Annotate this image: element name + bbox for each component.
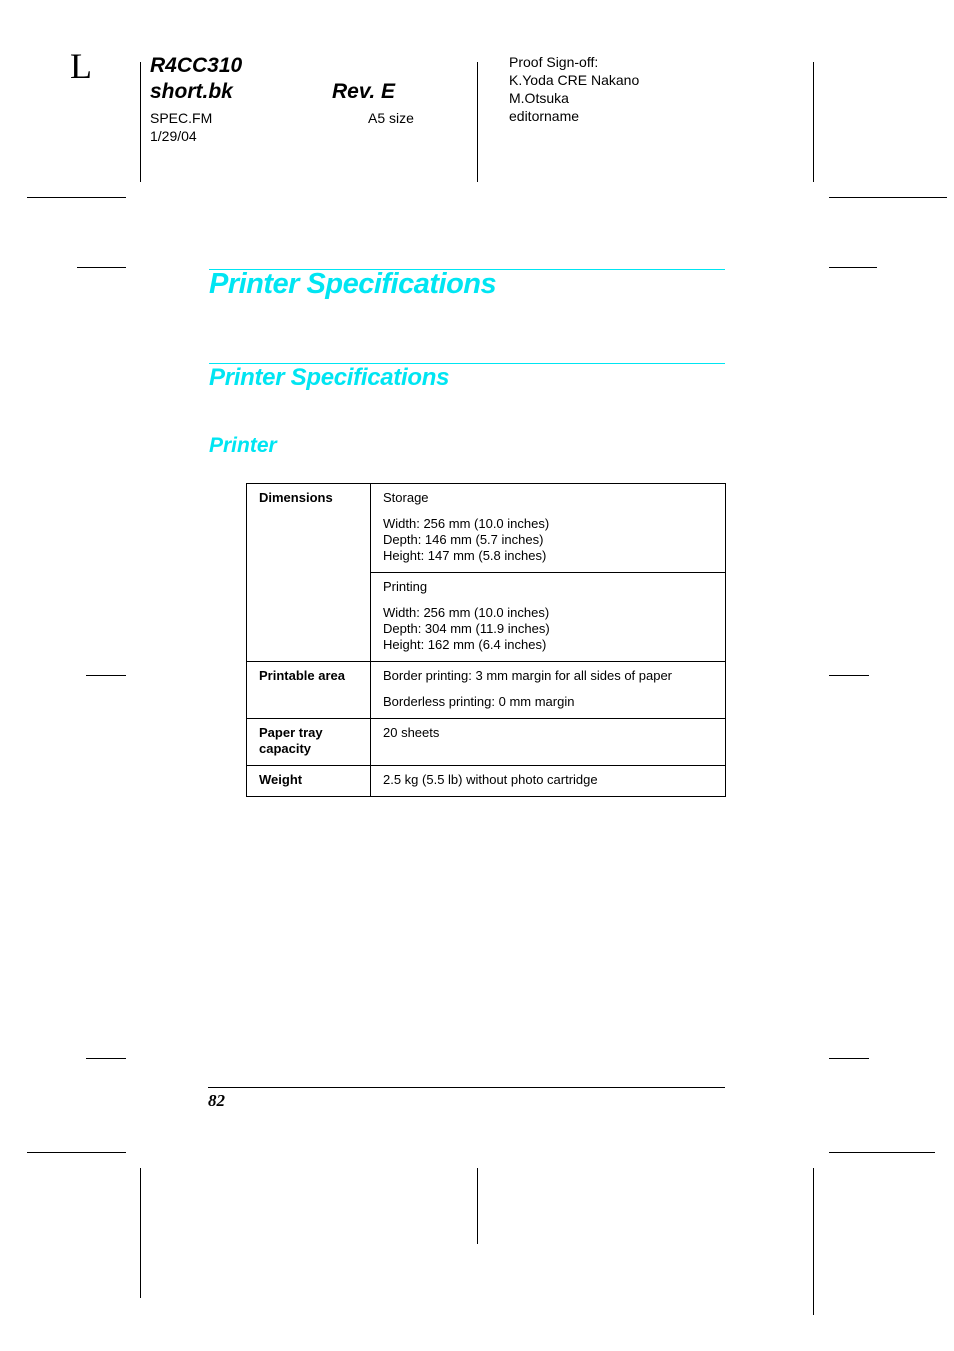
crop-mark — [477, 62, 478, 182]
crop-mark — [86, 1058, 126, 1059]
weight-cell: 2.5 kg (5.5 lb) without photo cartridge — [371, 766, 726, 797]
proof-line: editorname — [509, 108, 580, 124]
crop-mark — [27, 1152, 126, 1153]
file-name: SPEC.FM — [150, 110, 213, 126]
page-number: 82 — [208, 1091, 225, 1110]
row-label-weight: Weight — [247, 766, 371, 797]
crop-mark — [477, 1168, 478, 1244]
crop-mark — [27, 197, 126, 198]
printer-spec-table — [246, 483, 726, 797]
page-side-letter: L — [70, 46, 92, 86]
product-code: R4CC310 — [150, 54, 243, 77]
book-name: short.bk — [150, 80, 233, 103]
crop-mark — [813, 62, 814, 182]
proof-signoff — [509, 53, 639, 125]
table-row — [247, 719, 726, 766]
crop-mark — [829, 1152, 935, 1153]
table-row — [247, 766, 726, 797]
subsection-title: Printer — [209, 434, 277, 457]
section-title: Printer Specifications — [209, 364, 450, 391]
crop-mark — [829, 675, 869, 676]
border-printing: Border printing: 3 mm margin for all sides of paper — [383, 668, 673, 683]
crop-mark — [86, 675, 126, 676]
printing-dimensions-cell — [371, 573, 726, 662]
revision: Rev. E — [332, 80, 396, 103]
printing-width: Width: 256 mm (10.0 inches) — [383, 605, 550, 620]
proof-label: Proof Sign-off: — [509, 54, 599, 70]
crop-mark — [829, 267, 877, 268]
table-row — [247, 484, 726, 573]
printing-title: Printing — [383, 579, 428, 594]
paper-tray-label-line: capacity — [259, 741, 312, 756]
crop-mark — [140, 62, 141, 182]
proof-line: M.Otsuka — [509, 90, 569, 106]
proof-line: K.Yoda CRE Nakano — [509, 72, 640, 88]
paper-tray-cell: 20 sheets — [371, 719, 726, 766]
borderless-printing: Borderless printing: 0 mm margin — [383, 694, 575, 709]
storage-dimensions-cell — [371, 484, 726, 573]
table-row — [247, 662, 726, 719]
crop-mark — [140, 1168, 141, 1298]
crop-mark — [813, 1168, 814, 1315]
crop-mark — [77, 267, 126, 268]
row-label-printable-area: Printable area — [247, 662, 371, 719]
file-date: 1/29/04 — [150, 128, 197, 144]
storage-title: Storage — [383, 490, 429, 505]
printable-area-cell — [371, 662, 726, 719]
crop-mark — [829, 197, 947, 198]
storage-width: Width: 256 mm (10.0 inches) — [383, 516, 550, 531]
crop-mark — [829, 1058, 869, 1059]
paper-size: A5 size — [368, 110, 414, 126]
row-label-paper-tray — [247, 719, 371, 766]
chapter-title: Printer Specifications — [209, 268, 497, 300]
printing-depth: Depth: 304 mm (11.9 inches) — [383, 621, 550, 636]
paper-tray-label-line: Paper tray — [259, 725, 323, 740]
storage-depth: Depth: 146 mm (5.7 inches) — [383, 532, 544, 547]
footer-rule — [208, 1087, 725, 1088]
row-label-dimensions: Dimensions — [247, 484, 371, 662]
storage-height: Height: 147 mm (5.8 inches) — [383, 548, 547, 563]
printing-height: Height: 162 mm (6.4 inches) — [383, 637, 547, 652]
